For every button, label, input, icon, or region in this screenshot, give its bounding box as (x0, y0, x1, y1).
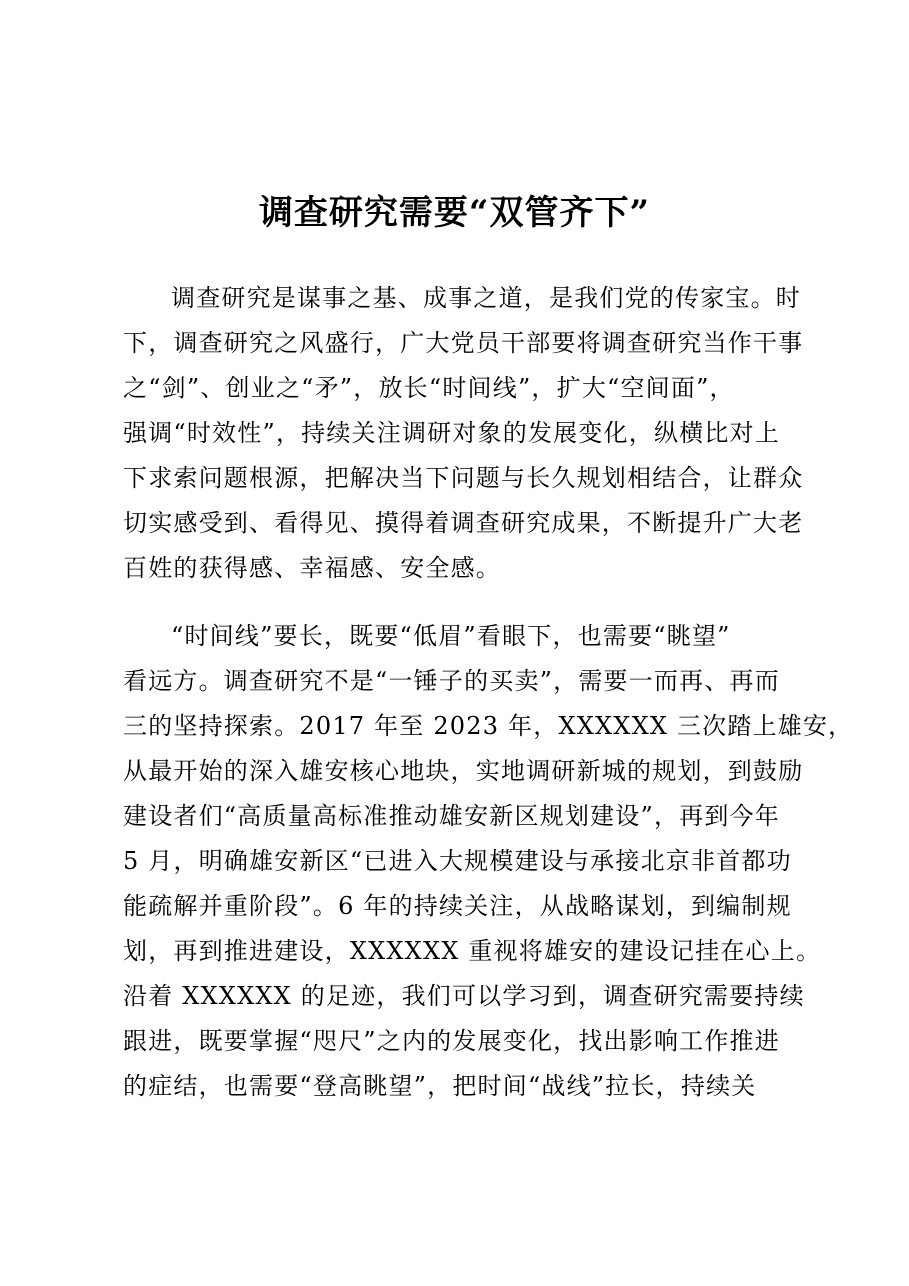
paragraph-1-line-5: 下求索问题根源，把解决当下问题与长久规划相结合，让群众 (123, 464, 804, 492)
paragraph-1 (123, 276, 803, 591)
paragraph-1-line-2: 下，调查研究之风盛行，广大党员干部要将调查研究当作干事 (123, 329, 804, 357)
paragraph-1-line-6: 切实感受到、看得见、摸得着调查研究成果，不断提升广大老 (123, 509, 804, 537)
paragraph-2 (123, 614, 854, 1109)
paragraph-1-line-1: 调查研究是谋事之基、成事之道，是我们党的传家宝。时 (171, 284, 801, 312)
paragraph-2-line-5: 建设者们“高质量高标准推动雄安新区规划建设”，再到今年 (123, 802, 780, 830)
paragraph-2-line-10: 跟进，既要掌握“咫尺”之内的发展变化，找出影响工作推进 (123, 1027, 780, 1055)
paragraph-2-line-2: 看远方。调查研究不是“一锤子的买卖”，需要一而再、再而 (123, 667, 780, 695)
paragraph-2-line-6: 5 月，明确雄安新区“已进入大规模建设与承接北京非首都功 (123, 847, 792, 875)
document-title: 调查研究需要“双管齐下” (258, 193, 651, 233)
paragraph-2-line-9: 沿着 XXXXXX 的足迹，我们可以学习到，调查研究需要持续 (123, 982, 805, 1010)
paragraph-1-line-3: 之“剑”、创业之“矛”，放长“时间线”，扩大“空间面”， (123, 374, 735, 402)
paragraph-2-line-3: 三的坚持探索。2017 年至 2023 年，XXXXXX 三次踏上雄安， (123, 712, 854, 740)
paragraph-2-line-1: “时间线”要长，既要“低眉”看眼下，也需要“眺望” (171, 622, 731, 650)
paragraph-2-line-7: 能疏解并重阶段”。6 年的持续关注，从战略谋划，到编制规 (123, 892, 792, 920)
paragraph-2-line-4: 从最开始的深入雄安核心地块，实地调研新城的规划，到鼓励 (123, 757, 804, 785)
paragraph-2-line-8: 划，再到推进建设，XXXXXX 重视将雄安的建设记挂在心上。 (123, 937, 822, 965)
paragraph-1-line-7: 百姓的获得感、幸福感、安全感。 (123, 554, 501, 582)
paragraph-1-line-4: 强调“时效性”，持续关注调研对象的发展变化，纵横比对上 (123, 419, 780, 447)
paragraph-2-line-11: 的症结，也需要“登高眺望”，把时间“战线”拉长，持续关 (123, 1072, 757, 1100)
